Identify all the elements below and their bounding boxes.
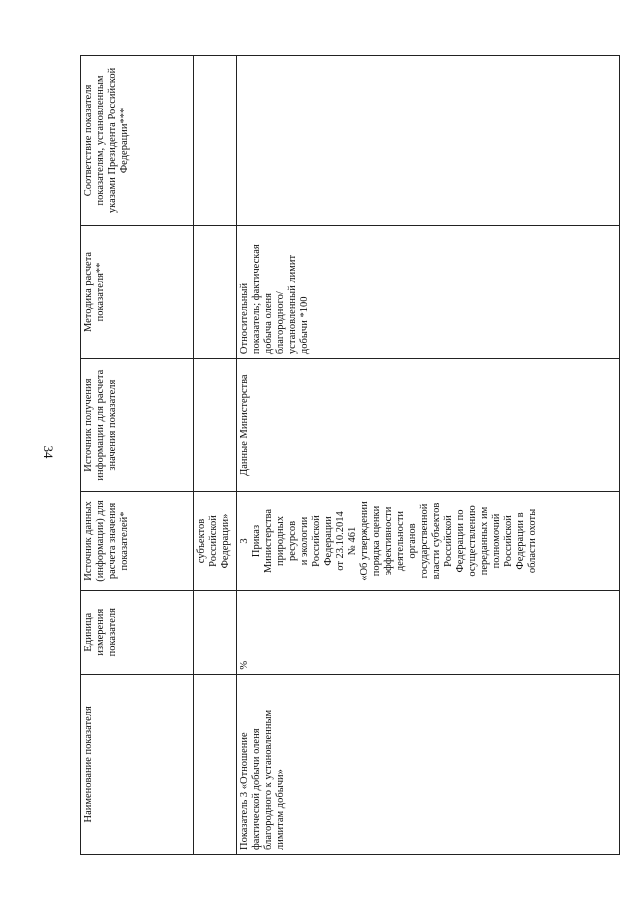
header-info-source: Источник получения информации для расчета значения показателя bbox=[81, 359, 194, 492]
source-line: «Об утверждении bbox=[359, 501, 370, 581]
cell-empty bbox=[194, 674, 237, 854]
header-method: Методика расчета показателя** bbox=[81, 225, 194, 358]
source-line: Федерации по bbox=[455, 509, 466, 573]
header-indicator-name: Наименование показателя bbox=[81, 674, 194, 854]
page-number: 34 bbox=[41, 445, 56, 459]
header-unit: Единица измерения показателя bbox=[81, 590, 194, 674]
source-line: ресурсов bbox=[287, 520, 298, 562]
source-line: области охоты bbox=[527, 508, 538, 574]
unit-cell: % bbox=[237, 590, 620, 674]
source-line: от 23.10.2014 bbox=[335, 511, 346, 571]
source-line: власти субъектов bbox=[431, 502, 442, 580]
source-line: государственной bbox=[419, 503, 430, 579]
source-line: осуществлению bbox=[467, 505, 478, 577]
source-number: 3 bbox=[239, 538, 250, 544]
compliance-cell bbox=[237, 56, 620, 226]
data-source-cell bbox=[237, 492, 620, 591]
rotated-table-container bbox=[80, 55, 600, 855]
source-line: Российской bbox=[443, 515, 454, 567]
cell-empty bbox=[194, 56, 237, 226]
source-line: органов bbox=[407, 523, 418, 559]
header-compliance: Соответствие показателя показателям, установленным указами Президента Российской Федерации*** bbox=[81, 56, 194, 226]
source-line: Министерства bbox=[263, 508, 274, 574]
source-line: Федерации» bbox=[220, 513, 231, 569]
source-line: природных bbox=[275, 516, 286, 566]
source-line: субъектов bbox=[196, 518, 207, 564]
source-line: № 461 bbox=[347, 526, 358, 556]
method-cell: Относительный показатель; фактическая добыча оленя благородного/ установленный лимит добычи *100 bbox=[237, 225, 620, 358]
source-line: эффективности bbox=[383, 506, 394, 576]
indicator-name-cell: Показатель 3 «Отношение фактической добычи оленя благородного к установленным лимитам добычи» bbox=[237, 674, 620, 854]
source-line: деятельности bbox=[395, 510, 406, 572]
source-line: Российской bbox=[208, 515, 219, 567]
source-line: переданных им bbox=[479, 506, 490, 576]
table-row bbox=[237, 56, 620, 855]
source-line: Федерации bbox=[323, 516, 334, 566]
indicators-table bbox=[80, 55, 620, 855]
source-line: Российской bbox=[503, 515, 514, 567]
table-header-row bbox=[81, 56, 194, 855]
source-line: Российской bbox=[311, 515, 322, 567]
source-line: порядка оценки bbox=[371, 505, 382, 577]
source-line: полномочий bbox=[491, 513, 502, 569]
source-line: Федерации в bbox=[515, 512, 526, 570]
continuation-row bbox=[194, 56, 237, 855]
continuation-source-cell bbox=[194, 492, 237, 591]
cell-empty bbox=[194, 590, 237, 674]
header-data-source: Источник данных (информации) для расчета значения показателей* bbox=[81, 492, 194, 591]
cell-empty bbox=[194, 225, 237, 358]
source-line: Приказ bbox=[251, 524, 262, 558]
info-source-cell: Данные Министерства bbox=[237, 359, 620, 492]
cell-empty bbox=[194, 359, 237, 492]
source-line: и экологии bbox=[299, 516, 310, 566]
